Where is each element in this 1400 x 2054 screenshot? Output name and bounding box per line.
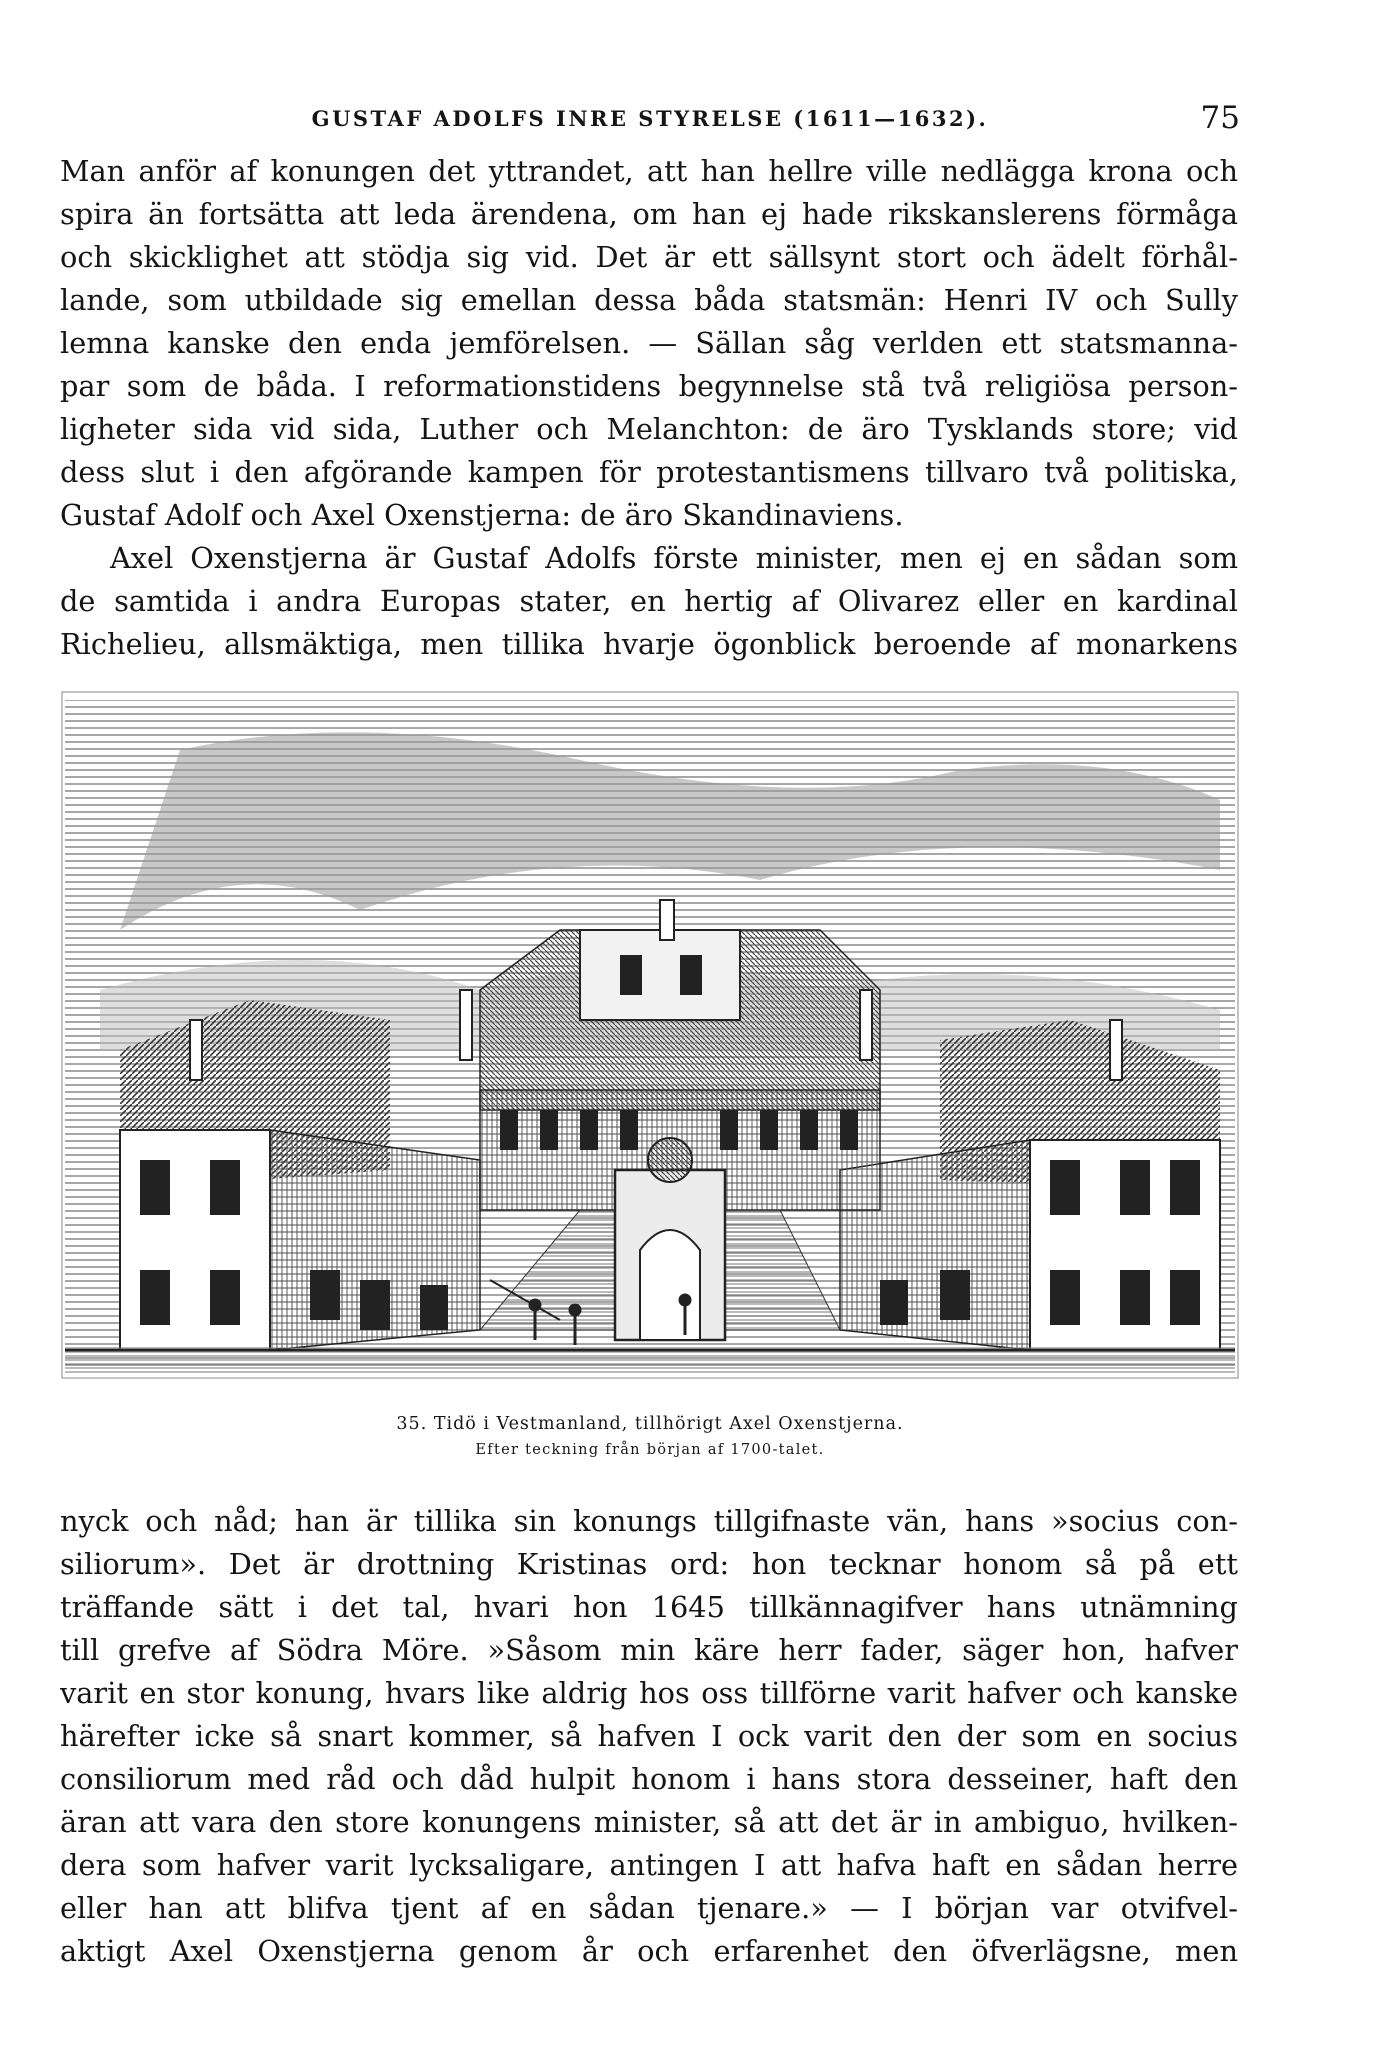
text-line: eller han att blifva tjent af en sådan tjenare.» — I början var otvifvel- <box>60 1891 1238 1925</box>
running-title: GUSTAF ADOLFS INRE STYRELSE (1611—1632). <box>311 106 989 131</box>
text-line: till grefve af Södra Möre. »Såsom min käre herr fader, säger hon, hafver <box>60 1633 1238 1667</box>
figure-caption: 35. Tidö i Vestmanland, tillhörigt Axel Oxenstjerna. <box>396 1414 904 1434</box>
body-text-bottom <box>60 1500 1238 1973</box>
text-line: äran att vara den store konungens minister, så att det är in ambiguo, hvilken- <box>60 1805 1238 1839</box>
text-line: Gustaf Adolf och Axel Oxenstjerna: de äro Skandinaviens. <box>60 498 904 532</box>
text-line: lande, som utbildade sig emellan dessa båda statsmän: Henri IV och Sully <box>60 283 1238 317</box>
text-line: consiliorum med råd och dåd hulpit honom i hans stora desseiner, haft den <box>60 1762 1238 1796</box>
central-gable <box>580 930 740 1020</box>
body-text-top <box>60 150 1238 666</box>
text-line: dess slut i den afgörande kampen för protestantismens tillvaro två politiska, <box>60 455 1238 489</box>
text-line: par som de båda. I reformationstidens begynnelse stå två religiösa person- <box>60 369 1238 403</box>
text-line: träffande sätt i det tal, hvari hon 1645 tillkännagifver hans utnämning <box>60 1590 1238 1624</box>
text-line: varit en stor konung, hvars like aldrig hos oss tillförne varit hafver och kanske <box>60 1676 1238 1710</box>
text-line: spira än fortsätta att leda ärendena, om han ej hade rikskanslerens förmåga <box>60 197 1238 231</box>
text-line: de samtida i andra Europas stater, en hertig af Olivarez eller en kardinal <box>60 584 1238 618</box>
text-line: dera som hafver varit lycksaligare, antingen I att hafva haft en sådan herre <box>60 1848 1238 1882</box>
page-number: 75 <box>1200 100 1240 136</box>
text-line: ligheter sida vid sida, Luther och Melanchton: de äro Tysklands store; vid <box>60 412 1238 446</box>
text-line: siliorum». Det är drottning Kristinas ord: hon tecknar honom så på ett <box>60 1547 1238 1581</box>
text-line: härefter icke så snart kommer, så hafven I ock varit den der som en socius <box>60 1719 1238 1753</box>
figure-subcaption: Efter teckning från början af 1700-talet. <box>475 1442 825 1458</box>
text-line: lemna kanske den enda jemförelsen. — Sällan såg verlden ett statsmanna- <box>60 326 1238 360</box>
text-line: Richelieu, allsmäktiga, men tillika hvarje ögonblick beroende af monarkens <box>60 627 1238 661</box>
running-header <box>60 100 1240 140</box>
text-line: och skicklighet att stödja sig vid. Det är ett sällsynt stort och ädelt förhål- <box>60 240 1238 274</box>
text-line: aktigt Axel Oxenstjerna genom år och erfarenhet den öfverlägsne, men <box>60 1934 1238 1968</box>
text-line: Man anför af konungen det yttrandet, att han hellre ville nedlägga krona och <box>60 154 1238 188</box>
figure <box>60 690 1240 1458</box>
text-line: Axel Oxenstjerna är Gustaf Adolfs förste minister, men ej en sådan som <box>110 541 1238 575</box>
engraving-tido-castle <box>60 690 1240 1380</box>
text-line: nyck och nåd; han är tillika sin konungs tillgifnaste vän, hans »socius con- <box>60 1504 1238 1538</box>
